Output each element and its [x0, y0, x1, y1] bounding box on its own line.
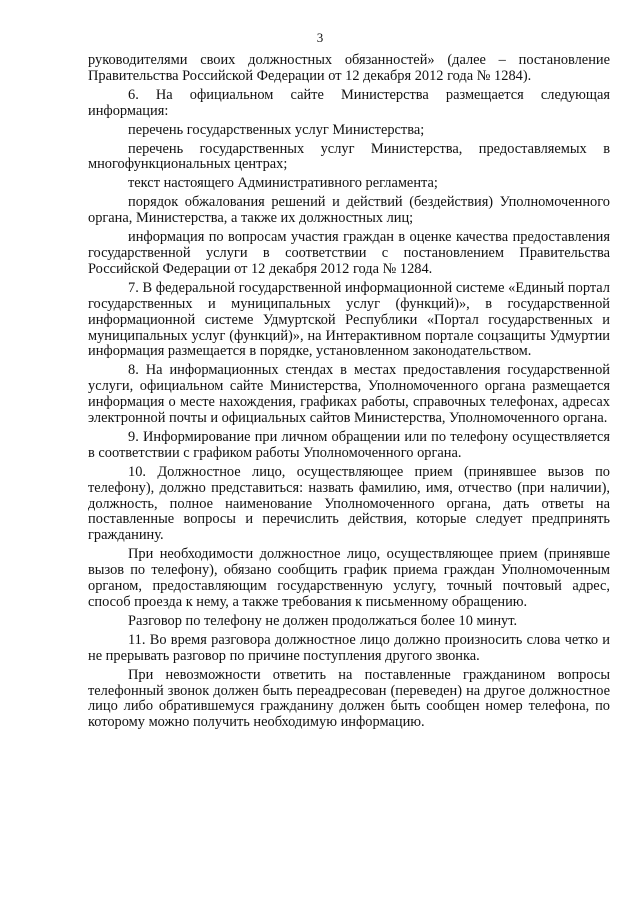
- paragraph: При невозможности ответить на поставленные гражданином вопросы телефонный звонок должен быть переадресован (переведен) на другое должностное лицо либо обратившемуся гражданину должен быть сообщен номер телефона, по которому можно получить необходимую информацию.: [88, 666, 610, 731]
- list-item: порядок обжалования решений и действий (бездействия) Уполномоченного органа, Министерства, а также их должностных лиц;: [88, 194, 610, 227]
- list-item: информация по вопросам участия граждан в оценке качества предоставления государственной услуги в соответствии с постановлением Правительства Российской Федерации от 12 декабря 2012 года № 1284.: [88, 229, 610, 277]
- paragraph-item-6: 6. На официальном сайте Министерства размещается следующая информация:: [88, 86, 610, 119]
- paragraph-item-10: 10. Должностное лицо, осуществляющее прием (принявшее вызов по телефону), должно представиться: назвать фамилию, имя, отчество (при наличии), должность, полное наименование Уполномоченного органа, дать ответы на поставленные вопросы и перечислить действия, которые следует предпринять гражданину.: [88, 463, 610, 544]
- paragraph-item-9: 9. Информирование при личном обращении или по телефону осуществляется в соответствии с графиком работы Уполномоченного органа.: [88, 428, 610, 461]
- page-number: 3: [316, 30, 324, 45]
- list-item: перечень государственных услуг Министерства, предоставляемых в многофункциональных центрах;: [88, 140, 610, 173]
- paragraph-continuation: руководителями своих должностных обязанностей» (далее – постановление Правительства Российской Федерации от 12 декабря 2012 года № 1284).: [88, 52, 610, 84]
- paragraph-item-11: 11. Во время разговора должностное лицо должно произносить слова четко и не прерывать разговор по причине поступления другого звонка.: [88, 631, 610, 664]
- paragraph-item-8: 8. На информационных стендах в местах предоставления государственной услуги, официальном сайте Министерства, Уполномоченного органа размещается информация о месте нахождения, графиках работы, справочных телефонах, адресах электронной почты и официальных сайтов Министерства, Уполномоченного органа.: [88, 362, 610, 427]
- list-item: перечень государственных услуг Министерства;: [128, 121, 425, 138]
- list-item: текст настоящего Административного регламента;: [128, 175, 438, 192]
- paragraph-item-7: 7. В федеральной государственной информационной системе «Единый портал государственных и муниципальных услуг (функций)», в государственной информационной системе Удмуртской Республики «Портал государственных и муниципальных услуг (функций)», на Интерактивном портале соцзащиты Удмуртии информация размещается в порядке, установленном законодательством.: [88, 279, 610, 360]
- paragraph: При необходимости должностное лицо, осуществляющее прием (принявше вызов по телефону), обязано сообщить график приема граждан Уполномоченным органом, предоставляющим государственную услугу, точный почтовый адрес, способ проезда к нему, а также требования к письменному обращению.: [88, 546, 610, 610]
- paragraph: Разговор по телефону не должен продолжаться более 10 минут.: [128, 612, 518, 629]
